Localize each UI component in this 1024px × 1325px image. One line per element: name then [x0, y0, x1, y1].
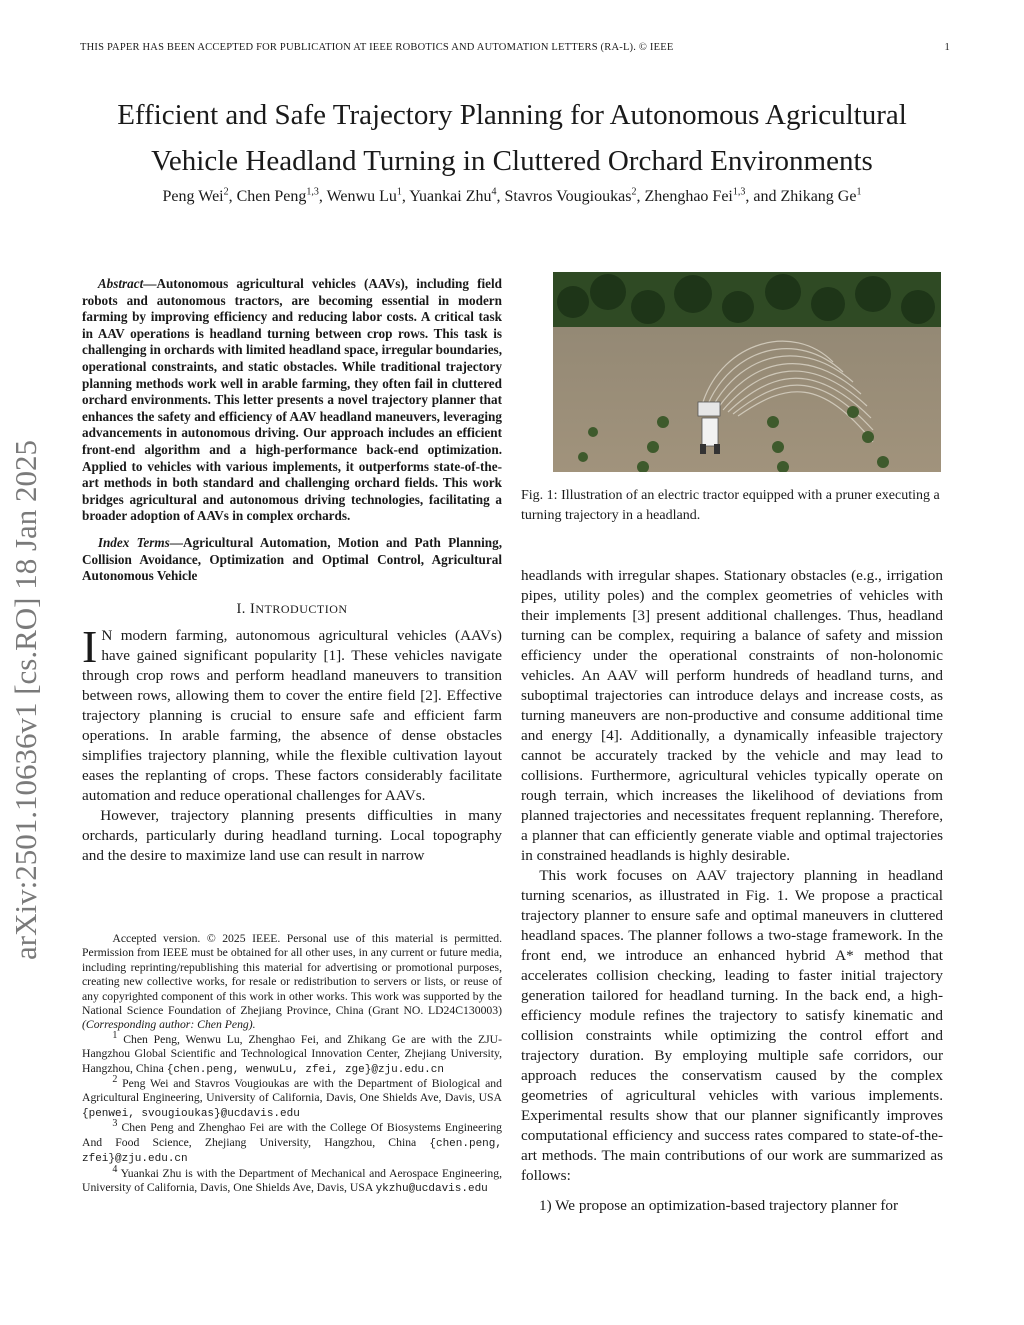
footnote-4: $^4$ Yuankai Zhu is with the Department of Mechanical and Aerospace Engineering, University of California, Davis, One Shields Ave, Davis, USA ykzhu@ucdavis.edu: [82, 1163, 502, 1195]
author: Wenwu Lu$^1$: [326, 186, 402, 205]
title-line-2: Vehicle Headland Turning in Cluttered Orchard Environments: [151, 145, 873, 177]
arxiv-stamp[interactable]: arXiv:2501.10636v1 [cs.RO] 18 Jan 2025: [8, 439, 43, 960]
index-terms-label: Index Terms: [97, 534, 170, 550]
running-header: [80, 42, 960, 53]
title-line-1: Efficient and Safe Trajectory Planning for Autonomous Agricultural: [117, 99, 907, 131]
left-column: [82, 276, 502, 866]
author-list: Peng Wei$^2$, Chen Peng$^{1,3}$, Wenwu Lu$^1$, Yuankai Zhu$^4$, Stavros Vougioukas$^2$, Zhenghao Fei$^{1,3}$, and Zhikang Ge$^1$: [162, 186, 862, 205]
author: Zhikang Ge$^1$: [780, 186, 862, 205]
footnote-3: $^3$ Chen Peng and Zhenghao Fei are with the College Of Biosystems Engineering And Food Science, Zhejiang University, Hangzhou, China {chen.peng, zfei}@zju.edu.cn: [82, 1118, 503, 1166]
figure-1-caption: Fig. 1: Illustration of an electric tractor equipped with a pruner executing a turning trajectory in a headland.: [521, 488, 940, 523]
right-column: [521, 272, 941, 526]
abstract: [82, 276, 502, 525]
body-paragraph-contributions: This work focuses on AAV trajectory planning in headland turning scenarios, as illustrated in Fig. 1. We propose a practical trajectory planner to ensure safe and optimal maneuvers in cluttered headland spaces. The planner follows a two-stage framework. In the front end, we introduce an enhanced hybrid A* method that accelerates collision checking, leading to faster initial trajectory generation tailored for headland turning. In the back end, a high-efficiency module refines the trajectory to satisfy kinematic and collision constraints while optimizing the control effort and trajectory duration. By employing multiple safe corridors, our approach reduces the conservatism caused by the complex geometries of agricultural vehicles with various implements. Experimental results show that our planner significantly improves computational efficiency and success rates compared to state-of-the-art methods. The main contributions of our work are summarized as follows:: [521, 867, 943, 1184]
drop-cap: I: [82, 620, 98, 672]
abstract-text: —Autonomous agricultural vehicles (AAVs), including field robots and autonomous tractors, are becoming essential in modern farming by improving efficiency and reducing labor costs. A critical task in AAV operations is headland turning between crop rows. This task is challenging in orchards with limited headland space, irregular boundaries, operational constraints, and static obstacles. While traditional trajectory planning methods work well in arable farming, they often fail in cluttered orchard environments. This letter presents a novel trajectory planner that enhances the safety and efficiency of AAV headland maneuvers, leveraging advancements in autonomous driving. Our approach includes an efficient front-end algorithm and a high-performance back-end optimization. Applied to vehicles with various implements, it outperforms state-of-the-art methods in both standard and challenging orchard fields. This work bridges agricultural and autonomous driving technologies, facilitating a broader adoption of AAVs in complex orchards.: [82, 276, 502, 524]
figure-1-image: [553, 272, 941, 472]
running-title: THIS PAPER HAS BEEN ACCEPTED FOR PUBLICATION AT IEEE ROBOTICS AND AUTOMATION LETTERS (RA-L). © IEEE: [80, 42, 674, 53]
intro-paragraph-1: I N modern farming, autonomous agricultural vehicles (AAVs) have gained significant popularity [1]. These vehicles navigate through crop rows and perform headland maneuvers to transition between rows, allowing them to cover the entire field [2]. Effective trajectory planning is crucial to ensure safe and efficient farm operations. In arable farming, the absence of dense obstacles simplifies trajectory planning, while the flexible cultivation layout eases the replanting of crops. These factors considerably facilitate automation and reduce operational challenges for AAVs.: [82, 620, 502, 804]
author: Peng Wei$^2$: [162, 186, 229, 205]
email-address[interactable]: {chen.peng, wenwuLu, zfei, zge}@zju.edu.cn: [166, 1063, 444, 1076]
email-address[interactable]: {chen.peng, zfei}@zju.edu.cn: [82, 1137, 502, 1166]
paper-title: [60, 92, 964, 184]
footnote-2: $^2$ Peng Wei and Stavros Vougioukas are with the Department of Biological and Agricultural Engineering, University of California, Davis, One Shields Ave, Davis, USA {penwei, svougioukas}@ucdavis.edu: [82, 1074, 502, 1120]
footnotes: [82, 932, 502, 1196]
body-paragraph-continued: headlands with irregular shapes. Stationary obstacles (e.g., irrigation pipes, utility poles) and the complex geometries of vehicles with their implements [3] present additional challenges. Thus, headland turning can be complex, requiring a balance of safety and mission efficiency under the operational constraints of non-holonomic vehicles. An AAV will perform hundreds of headland turns, and suboptimal trajectories can introduce delays and increase costs, as turning maneuvers are non-productive and consume additional time and energy [4]. Additionally, a dynamically infeasible trajectory cannot be accurately tracked by the vehicle and may lead to collisions. Furthermore, agricultural vehicles typically operate on rough terrain, which increases the likelihood of deviations from planned trajectories and necessitates frequent replanning. Therefore, a planner that can efficiently generate viable and optimal trajectories in constrained headlands is highly desirable.: [521, 567, 943, 864]
footnote-1: $^1$ Chen Peng, Wenwu Lu, Zhenghao Fei, and Zhikang Ge are with the ZJU-Hangzhou Global Scientific and Technological Innovation Center, Zhejiang University, Hangzhou, China {chen.peng, wenwuLu, zfei, zge}@zju.edu.cn: [82, 1029, 502, 1076]
aerial-orchard-photo: [553, 272, 941, 472]
intro-paragraph-2: However, trajectory planning presents difficulties in many orchards, particularly during headland turning. Local topography and the desire to maximize land use can result in narrow: [82, 806, 502, 864]
email-address[interactable]: ykzhu@ucdavis.edu: [375, 1182, 488, 1195]
email-address[interactable]: {penwei, svougioukas}@ucdavis.edu: [82, 1107, 300, 1120]
author: Stavros Vougioukas$^2$: [504, 186, 637, 205]
author: Chen Peng$^{1,3}$: [236, 186, 319, 205]
index-terms: [82, 535, 502, 585]
copyright-note: Accepted version. © 2025 IEEE. Personal use of this material is permitted. Permission from IEEE must be obtained for all other uses, in any current or future media, including reprinting/republishing this material for advertising or promotional purposes, creating new collective works, for resale or redistribution to servers or lists, or reuse of any copyrighted component of this work in other works. This work was supported by the National Science Foundation of Zhejiang Province, China (Grant NO. LD24C130003) (Corresponding author: Chen Peng).: [82, 932, 502, 1032]
index-terms-text: —Agricultural Automation, Motion and Path Planning, Collision Avoidance, Optimization and Optimal Control, Agricultural Autonomous Vehicle: [82, 534, 502, 584]
abstract-label: Abstract: [97, 276, 144, 291]
right-column-body: [521, 566, 943, 1216]
author: Yuankai Zhu$^4$: [409, 186, 497, 205]
page-number: 1: [944, 42, 950, 53]
contribution-list-item-1: 1) We propose an optimization-based trajectory planner for: [539, 1197, 899, 1214]
section-heading-introduction: I. INTRODUCTION: [236, 600, 348, 617]
author: Zhenghao Fei$^{1,3}$: [644, 186, 746, 205]
